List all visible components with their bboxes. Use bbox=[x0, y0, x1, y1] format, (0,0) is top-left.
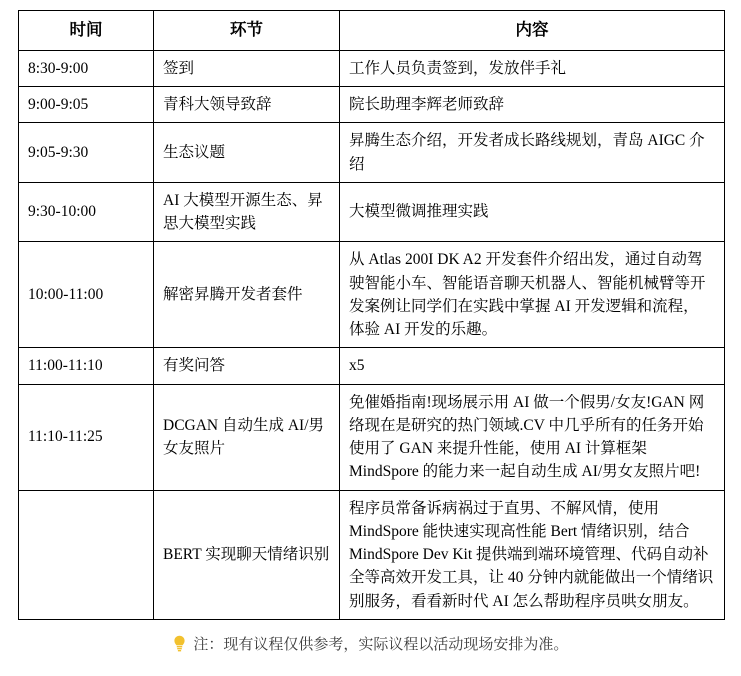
cell-segment: AI 大模型开源生态、昇思大模型实践 bbox=[154, 182, 340, 242]
cell-segment: BERT 实现聊天情绪识别 bbox=[154, 490, 340, 619]
cell-time: 9:00-9:05 bbox=[19, 87, 154, 123]
cell-segment: 有奖问答 bbox=[154, 348, 340, 384]
column-header-segment: 环节 bbox=[154, 11, 340, 51]
table-body bbox=[19, 50, 725, 619]
lightbulb-icon bbox=[173, 635, 186, 652]
cell-content: 院长助理李辉老师致辞 bbox=[340, 87, 725, 123]
cell-content: 程序员常备诉病祸过于直男、不解风情，使用 MindSpore 能快速实现高性能 Bert 情绪识别，结合 MindSpore Dev Kit 提供端到端环境管理、代码自动补全等高效开发工具，让 40 分钟内就能做出一个情绪识别服务，看看新时代 AI 怎么帮助程序员哄女朋友。 bbox=[340, 490, 725, 619]
footnote bbox=[18, 633, 723, 654]
cell-segment: 青科大领导致辞 bbox=[154, 87, 340, 123]
cell-time: 11:00-11:10 bbox=[19, 348, 154, 384]
footnote-text: 注：现有议程仅供参考，实际议程以活动现场安排为准。 bbox=[193, 636, 569, 653]
cell-content: 工作人员负责签到，发放伴手礼 bbox=[340, 50, 725, 86]
table-row bbox=[19, 348, 725, 384]
cell-time: 9:05-9:30 bbox=[19, 123, 154, 183]
cell-segment: DCGAN 自动生成 AI/男女友照片 bbox=[154, 384, 340, 490]
cell-time: 10:00-11:00 bbox=[19, 242, 154, 348]
cell-content: 昇腾生态介绍，开发者成长路线规划，青岛 AIGC 介绍 bbox=[340, 123, 725, 183]
cell-content: 大模型微调推理实践 bbox=[340, 182, 725, 242]
table-row bbox=[19, 123, 725, 183]
cell-time: 8:30-9:00 bbox=[19, 50, 154, 86]
table-row bbox=[19, 50, 725, 86]
cell-content: x5 bbox=[340, 348, 725, 384]
cell-time: 9:30-10:00 bbox=[19, 182, 154, 242]
column-header-content: 内容 bbox=[340, 11, 725, 51]
table-row bbox=[19, 242, 725, 348]
cell-content: 免催婚指南!现场展示用 AI 做一个假男/女友!GAN 网络现在是研究的热门领域.CV 中几乎所有的任务开始使用了 GAN 来提升性能，使用 AI 计算框架 MindSpore 的能力来一起自动生成 AI/男女友照片吧! bbox=[340, 384, 725, 490]
cell-segment: 签到 bbox=[154, 50, 340, 86]
table-row bbox=[19, 182, 725, 242]
table-row bbox=[19, 384, 725, 490]
cell-time: 11:10-11:25 bbox=[19, 384, 154, 490]
table-row bbox=[19, 490, 725, 619]
table-row bbox=[19, 87, 725, 123]
cell-content: 从 Atlas 200I DK A2 开发套件介绍出发，通过自动驾驶智能小车、智能语音聊天机器人、智能机械臂等开发案例让同学们在实践中掌握 AI 开发逻辑和流程，体验 AI 开发的乐趣。 bbox=[340, 242, 725, 348]
column-header-time: 时间 bbox=[19, 11, 154, 51]
schedule-table bbox=[18, 10, 725, 620]
table-header-row bbox=[19, 11, 725, 51]
table-header bbox=[19, 11, 725, 51]
cell-segment: 解密昇腾开发者套件 bbox=[154, 242, 340, 348]
cell-time bbox=[19, 490, 154, 619]
cell-segment: 生态议题 bbox=[154, 123, 340, 183]
